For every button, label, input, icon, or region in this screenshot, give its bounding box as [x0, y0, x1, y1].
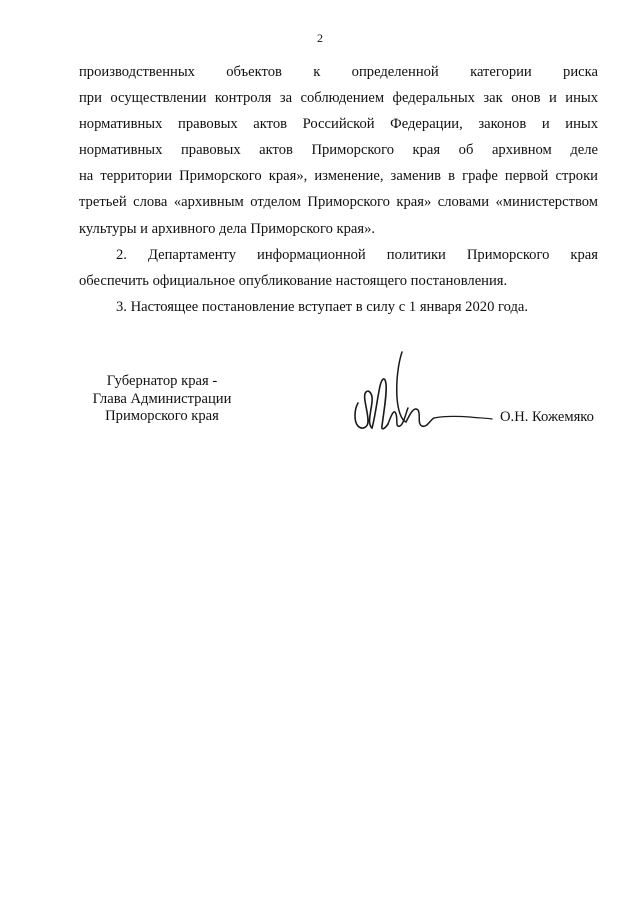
- paragraph-1-line-5: на территории Приморского края», изменение, заменив в графе первой строки: [79, 168, 598, 185]
- handwritten-signature: [344, 348, 494, 440]
- paragraph-2-line-1: 2. Департаменту информационной политики Приморского края: [116, 246, 598, 263]
- signatory-title-line-2: Глава Администрации: [92, 390, 232, 407]
- paragraph-2-line-2: обеспечить официальное опубликование настоящего постановления.: [79, 272, 508, 289]
- paragraph-1-line-2: при осуществлении контроля за соблюдением федеральных зак онов и иных: [79, 90, 598, 107]
- signatory-title-line-3: Приморского края: [105, 408, 219, 424]
- signatory-title: [72, 373, 252, 426]
- page-number: 2: [317, 31, 323, 45]
- paragraph-1-line-3: нормативных правовых актов Российской Федерации, законов и иных: [79, 116, 598, 133]
- paragraph-1-line-6: третьей слова «архивным отделом Приморского края» словами «министерством: [79, 194, 598, 211]
- paragraph-1-line-1: производственных объектов к определенной категории риска: [79, 64, 598, 80]
- document-body: [79, 59, 598, 320]
- paragraph-1-line-4: нормативных правовых актов Приморского края об архивном деле: [79, 142, 598, 159]
- signer-name: О.Н. Кожемяко: [500, 409, 594, 425]
- paragraph-1-line-7: культуры и архивного дела Приморского края».: [79, 220, 376, 237]
- signatory-title-line-1: Губернатор края -: [106, 373, 218, 389]
- paragraph-3-line-1: 3. Настоящее постановление вступает в силу с 1 января 2020 года.: [116, 298, 529, 315]
